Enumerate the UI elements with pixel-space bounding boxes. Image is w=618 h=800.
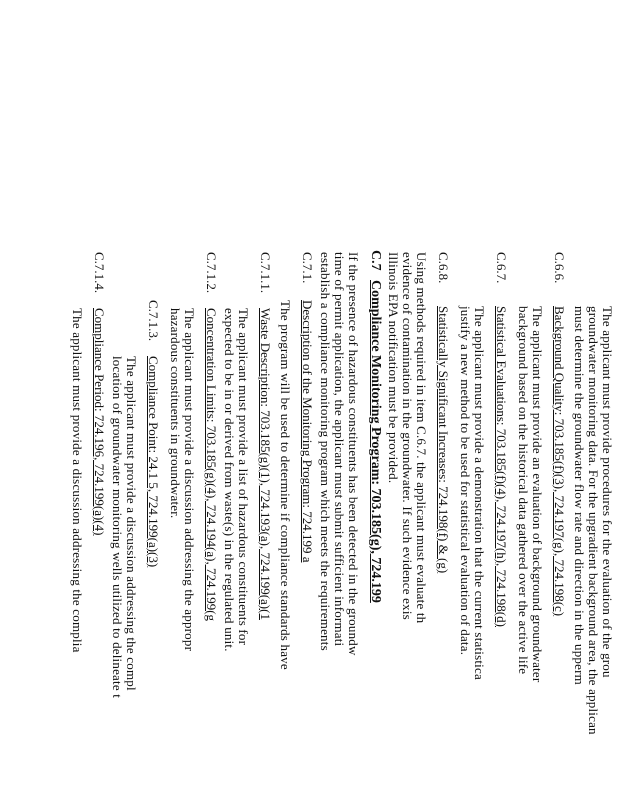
section-c68-title: Statistically Significant Increases: 724.198(f) & (g) xyxy=(436,306,451,574)
section-c68-body: Illinois EPA notification must be provided. xyxy=(386,252,401,484)
section-c7-body: establish a compliance monitoring program which meets the requirements xyxy=(318,252,333,651)
section-c71-body: The program will be used to determine if compliance standards have xyxy=(278,300,293,670)
intro-line: The applicant must provide procedures for the evaluation of the grou xyxy=(600,306,615,678)
section-c713-title: Compliance Point: 24.1 5, 724.199(a)(3) xyxy=(146,356,161,568)
section-c714-number: C.7.1.4. xyxy=(92,252,107,294)
section-c66-body: The applicant must provide an evaluation of background groundwater xyxy=(530,306,545,683)
section-c7-title: Compliance Monitoring Program: 703.185(g), 724.199 xyxy=(368,280,383,603)
intro-line: must determine the groundwater flow rate and direction in the upperm xyxy=(572,306,587,685)
section-c68-body: evidence of contamination in the groundwater. If such evidence exis xyxy=(400,252,415,620)
section-c713-number: C.7.1.3. xyxy=(146,300,161,342)
section-c712-body: The applicant must provide a discussion addressing the appropr xyxy=(182,308,197,652)
section-c7-number: C.7 xyxy=(368,250,383,271)
section-c66-number: C.6.6. xyxy=(552,252,567,284)
section-c711-body: The applicant must provide a list of hazardous constituents for xyxy=(236,308,251,646)
section-c7-body: If the presence of hazardous constituents has been detected in the groundw xyxy=(346,252,361,656)
section-c67-title: Statistical Evaluations: 703.185(f)(4), 724.197(h), 724.198(d) xyxy=(494,306,509,627)
section-c66-title: Background Quality: 703.185(f)(3), 724.197(g), 724.198(c) xyxy=(552,306,567,617)
section-c713-body: location of groundwater monitoring wells utilized to delineate t xyxy=(110,356,125,699)
section-c71-title: Description of the Monitoring Program: 724.199 a xyxy=(300,300,315,563)
section-c712-number: C.7.1.2. xyxy=(204,252,219,294)
section-c714-body: The applicant must provide a discussion addressing the complia xyxy=(70,308,85,653)
section-c711-title: Waste Description: 703.185(g)(1), 724.193(a), 724.199(a)(1 xyxy=(258,308,273,620)
section-c7-body: time of permit application, the applicant must submit sufficient informati xyxy=(332,252,347,647)
section-c711-body: expected to be in or derived from waste(s) in the regulated unit. xyxy=(222,308,237,652)
section-c66-body: background based on the historical data gathered over the active life xyxy=(516,306,531,675)
section-c712-title: Concentration Limits: 703.185(g)(4), 724.194(a), 724.199(g xyxy=(204,308,219,622)
section-c714-title: Compliance Period: 724.196, 724.199(a)(4) xyxy=(92,308,107,536)
section-c713-body: The applicant must provide a discussion addressing the compl xyxy=(124,356,139,691)
section-c68-body: Using methods required in item C.6.7. the applicant must evaluate th xyxy=(414,252,429,624)
section-c71-number: C.7.1. xyxy=(300,252,315,284)
section-c711-number: C.7.1.1. xyxy=(258,252,273,294)
section-c67-body: The applicant must provide a demonstration that the current statistica xyxy=(472,306,487,680)
section-c67-number: C.6.7. xyxy=(494,252,509,284)
section-c68-number: C.6.8. xyxy=(436,252,451,284)
intro-line: groundwater monitoring data. For the upgradient background area, the applican xyxy=(586,306,601,735)
section-c67-body: justify a new method to be used for statistical evaluation of data. xyxy=(458,306,473,656)
section-c712-body: hazardous constituents in groundwater. xyxy=(168,308,183,519)
